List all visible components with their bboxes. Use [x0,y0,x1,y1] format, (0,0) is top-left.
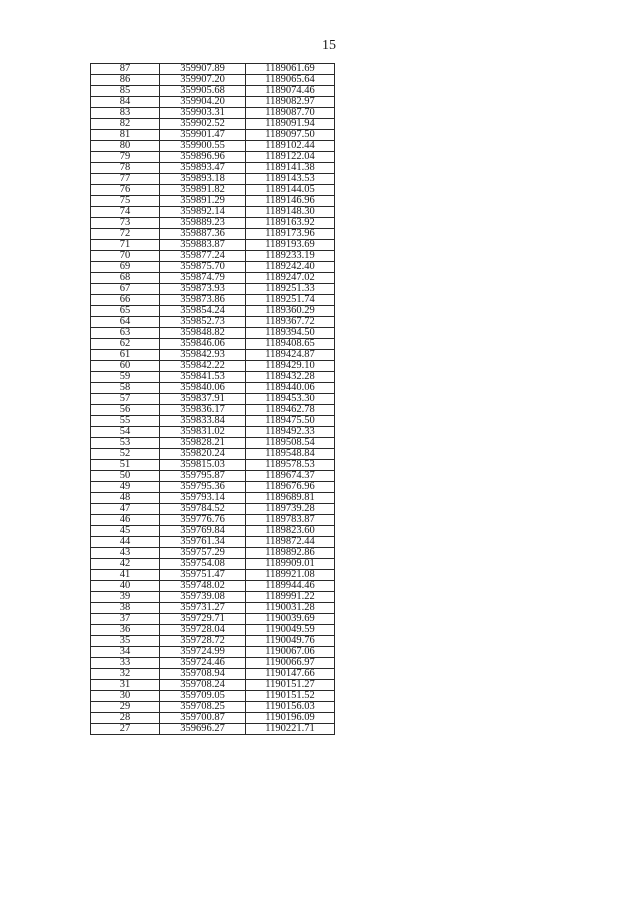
y-coordinate-cell: 1189508.54 [246,438,335,449]
x-coordinate-cell: 359795.87 [160,471,246,482]
y-coordinate-cell: 1189909.01 [246,559,335,570]
table-row [91,317,335,328]
x-coordinate-cell: 359739.08 [160,592,246,603]
point-number-cell: 87 [91,64,160,75]
table-row [91,383,335,394]
y-coordinate-cell: 1189408.65 [246,339,335,350]
x-coordinate-cell: 359729.71 [160,614,246,625]
table-row [91,295,335,306]
table-row [91,251,335,262]
y-coordinate-cell: 1190031.28 [246,603,335,614]
table-row [91,702,335,713]
point-number-cell: 66 [91,295,160,306]
point-number-cell: 64 [91,317,160,328]
table-row [91,240,335,251]
x-coordinate-cell: 359828.21 [160,438,246,449]
table-row [91,603,335,614]
point-number-cell: 35 [91,636,160,647]
table-row [91,130,335,141]
point-number-cell: 53 [91,438,160,449]
x-coordinate-cell: 359757.29 [160,548,246,559]
y-coordinate-cell: 1189144.05 [246,185,335,196]
point-number-cell: 61 [91,350,160,361]
point-number-cell: 67 [91,284,160,295]
table-row [91,141,335,152]
table-row [91,196,335,207]
table-row [91,548,335,559]
table-row [91,581,335,592]
table-row [91,636,335,647]
y-coordinate-cell: 1190151.52 [246,691,335,702]
y-coordinate-cell: 1189061.69 [246,64,335,75]
x-coordinate-cell: 359848.82 [160,328,246,339]
table-row [91,559,335,570]
x-coordinate-cell: 359896.96 [160,152,246,163]
table-row [91,482,335,493]
y-coordinate-cell: 1189143.53 [246,174,335,185]
point-number-cell: 81 [91,130,160,141]
point-number-cell: 41 [91,570,160,581]
x-coordinate-cell: 359724.99 [160,647,246,658]
point-number-cell: 47 [91,504,160,515]
x-coordinate-cell: 359795.36 [160,482,246,493]
x-coordinate-cell: 359748.02 [160,581,246,592]
table-row [91,218,335,229]
y-coordinate-cell: 1189097.50 [246,130,335,141]
x-coordinate-cell: 359854.24 [160,306,246,317]
y-coordinate-cell: 1189432.28 [246,372,335,383]
table-row [91,372,335,383]
table-row [91,163,335,174]
point-number-cell: 42 [91,559,160,570]
point-number-cell: 34 [91,647,160,658]
point-number-cell: 28 [91,713,160,724]
x-coordinate-cell: 359836.17 [160,405,246,416]
y-coordinate-cell: 1189193.69 [246,240,335,251]
table-row [91,394,335,405]
point-number-cell: 29 [91,702,160,713]
table-row [91,350,335,361]
y-coordinate-cell: 1190151.27 [246,680,335,691]
y-coordinate-cell: 1189424.87 [246,350,335,361]
y-coordinate-cell: 1189991.22 [246,592,335,603]
y-coordinate-cell: 1189082.97 [246,97,335,108]
y-coordinate-cell: 1189892.86 [246,548,335,559]
x-coordinate-cell: 359891.29 [160,196,246,207]
x-coordinate-cell: 359887.36 [160,229,246,240]
point-number-cell: 51 [91,460,160,471]
table-row [91,691,335,702]
x-coordinate-cell: 359873.86 [160,295,246,306]
y-coordinate-cell: 1190049.59 [246,625,335,636]
point-number-cell: 57 [91,394,160,405]
point-number-cell: 82 [91,119,160,130]
y-coordinate-cell: 1189251.33 [246,284,335,295]
table-row [91,592,335,603]
y-coordinate-cell: 1189394.50 [246,328,335,339]
y-coordinate-cell: 1189233.19 [246,251,335,262]
point-number-cell: 80 [91,141,160,152]
x-coordinate-cell: 359877.24 [160,251,246,262]
table-row [91,119,335,130]
page-number: 15 [322,38,336,53]
x-coordinate-cell: 359846.06 [160,339,246,350]
point-number-cell: 70 [91,251,160,262]
table-row [91,339,335,350]
point-number-cell: 58 [91,383,160,394]
table-row [91,229,335,240]
point-number-cell: 50 [91,471,160,482]
point-number-cell: 56 [91,405,160,416]
point-number-cell: 30 [91,691,160,702]
table-row [91,75,335,86]
x-coordinate-cell: 359901.47 [160,130,246,141]
point-number-cell: 85 [91,86,160,97]
point-number-cell: 45 [91,526,160,537]
y-coordinate-cell: 1189823.60 [246,526,335,537]
x-coordinate-cell: 359709.05 [160,691,246,702]
point-number-cell: 43 [91,548,160,559]
x-coordinate-cell: 359761.34 [160,537,246,548]
point-number-cell: 68 [91,273,160,284]
y-coordinate-cell: 1189360.29 [246,306,335,317]
point-number-cell: 77 [91,174,160,185]
point-number-cell: 74 [91,207,160,218]
x-coordinate-cell: 359893.47 [160,163,246,174]
y-coordinate-cell: 1189548.84 [246,449,335,460]
y-coordinate-cell: 1189251.74 [246,295,335,306]
y-coordinate-cell: 1189141.38 [246,163,335,174]
y-coordinate-cell: 1189462.78 [246,405,335,416]
point-number-cell: 38 [91,603,160,614]
x-coordinate-cell: 359728.04 [160,625,246,636]
y-coordinate-cell: 1190196.09 [246,713,335,724]
x-coordinate-cell: 359907.20 [160,75,246,86]
table-row [91,570,335,581]
point-number-cell: 60 [91,361,160,372]
point-number-cell: 55 [91,416,160,427]
x-coordinate-cell: 359700.87 [160,713,246,724]
y-coordinate-cell: 1190039.69 [246,614,335,625]
point-number-cell: 59 [91,372,160,383]
y-coordinate-cell: 1189676.96 [246,482,335,493]
x-coordinate-cell: 359708.25 [160,702,246,713]
y-coordinate-cell: 1189247.02 [246,273,335,284]
y-coordinate-cell: 1189102.44 [246,141,335,152]
point-number-cell: 76 [91,185,160,196]
point-number-cell: 83 [91,108,160,119]
x-coordinate-cell: 359841.53 [160,372,246,383]
y-coordinate-cell: 1189074.46 [246,86,335,97]
table-row [91,174,335,185]
point-number-cell: 40 [91,581,160,592]
x-coordinate-cell: 359751.47 [160,570,246,581]
y-coordinate-cell: 1190067.06 [246,647,335,658]
y-coordinate-cell: 1189921.08 [246,570,335,581]
y-coordinate-cell: 1189453.30 [246,394,335,405]
x-coordinate-cell: 359875.70 [160,262,246,273]
table-row [91,493,335,504]
x-coordinate-cell: 359769.84 [160,526,246,537]
x-coordinate-cell: 359793.14 [160,493,246,504]
y-coordinate-cell: 1189492.33 [246,427,335,438]
point-number-cell: 54 [91,427,160,438]
table-row [91,108,335,119]
x-coordinate-cell: 359893.18 [160,174,246,185]
x-coordinate-cell: 359840.06 [160,383,246,394]
x-coordinate-cell: 359831.02 [160,427,246,438]
x-coordinate-cell: 359754.08 [160,559,246,570]
coordinates-table-body [91,64,335,735]
point-number-cell: 31 [91,680,160,691]
point-number-cell: 32 [91,669,160,680]
point-number-cell: 33 [91,658,160,669]
table-row [91,460,335,471]
x-coordinate-cell: 359815.03 [160,460,246,471]
x-coordinate-cell: 359842.93 [160,350,246,361]
table-row [91,658,335,669]
table-row [91,526,335,537]
coordinates-table [90,63,335,735]
point-number-cell: 84 [91,97,160,108]
table-row [91,328,335,339]
x-coordinate-cell: 359900.55 [160,141,246,152]
x-coordinate-cell: 359907.89 [160,64,246,75]
y-coordinate-cell: 1190066.97 [246,658,335,669]
y-coordinate-cell: 1189578.53 [246,460,335,471]
table-row [91,471,335,482]
point-number-cell: 79 [91,152,160,163]
table-row [91,427,335,438]
table-row [91,614,335,625]
y-coordinate-cell: 1189739.28 [246,504,335,515]
x-coordinate-cell: 359696.27 [160,724,246,735]
x-coordinate-cell: 359873.93 [160,284,246,295]
point-number-cell: 27 [91,724,160,735]
y-coordinate-cell: 1189148.30 [246,207,335,218]
table-row [91,152,335,163]
x-coordinate-cell: 359833.84 [160,416,246,427]
x-coordinate-cell: 359874.79 [160,273,246,284]
y-coordinate-cell: 1190049.76 [246,636,335,647]
table-row [91,647,335,658]
y-coordinate-cell: 1189163.92 [246,218,335,229]
x-coordinate-cell: 359889.23 [160,218,246,229]
table-row [91,438,335,449]
x-coordinate-cell: 359728.72 [160,636,246,647]
y-coordinate-cell: 1189674.37 [246,471,335,482]
point-number-cell: 78 [91,163,160,174]
y-coordinate-cell: 1189242.40 [246,262,335,273]
y-coordinate-cell: 1189440.06 [246,383,335,394]
x-coordinate-cell: 359842.22 [160,361,246,372]
y-coordinate-cell: 1189087.70 [246,108,335,119]
table-row [91,405,335,416]
y-coordinate-cell: 1189783.87 [246,515,335,526]
point-number-cell: 52 [91,449,160,460]
table-row [91,724,335,735]
point-number-cell: 49 [91,482,160,493]
x-coordinate-cell: 359731.27 [160,603,246,614]
x-coordinate-cell: 359820.24 [160,449,246,460]
x-coordinate-cell: 359724.46 [160,658,246,669]
y-coordinate-cell: 1189065.64 [246,75,335,86]
point-number-cell: 86 [91,75,160,86]
table-row [91,537,335,548]
point-number-cell: 44 [91,537,160,548]
x-coordinate-cell: 359904.20 [160,97,246,108]
y-coordinate-cell: 1189091.94 [246,119,335,130]
point-number-cell: 75 [91,196,160,207]
table-row [91,97,335,108]
point-number-cell: 72 [91,229,160,240]
table-row [91,416,335,427]
table-row [91,262,335,273]
y-coordinate-cell: 1190147.66 [246,669,335,680]
x-coordinate-cell: 359905.68 [160,86,246,97]
y-coordinate-cell: 1190156.03 [246,702,335,713]
table-row [91,284,335,295]
point-number-cell: 73 [91,218,160,229]
y-coordinate-cell: 1189429.10 [246,361,335,372]
table-row [91,504,335,515]
y-coordinate-cell: 1189872.44 [246,537,335,548]
table-row [91,625,335,636]
x-coordinate-cell: 359902.52 [160,119,246,130]
point-number-cell: 63 [91,328,160,339]
table-row [91,669,335,680]
x-coordinate-cell: 359903.31 [160,108,246,119]
table-row [91,449,335,460]
table-row [91,515,335,526]
x-coordinate-cell: 359837.91 [160,394,246,405]
point-number-cell: 71 [91,240,160,251]
table-row [91,86,335,97]
table-row [91,361,335,372]
point-number-cell: 37 [91,614,160,625]
y-coordinate-cell: 1189944.46 [246,581,335,592]
point-number-cell: 39 [91,592,160,603]
table-row [91,273,335,284]
x-coordinate-cell: 359708.94 [160,669,246,680]
y-coordinate-cell: 1189146.96 [246,196,335,207]
y-coordinate-cell: 1190221.71 [246,724,335,735]
point-number-cell: 48 [91,493,160,504]
table-row [91,713,335,724]
table-row [91,680,335,691]
point-number-cell: 36 [91,625,160,636]
y-coordinate-cell: 1189122.04 [246,152,335,163]
table-row [91,185,335,196]
y-coordinate-cell: 1189475.50 [246,416,335,427]
table-row [91,306,335,317]
table-row [91,207,335,218]
y-coordinate-cell: 1189689.81 [246,493,335,504]
table-row [91,64,335,75]
x-coordinate-cell: 359891.82 [160,185,246,196]
point-number-cell: 69 [91,262,160,273]
y-coordinate-cell: 1189173.96 [246,229,335,240]
x-coordinate-cell: 359708.24 [160,680,246,691]
point-number-cell: 46 [91,515,160,526]
x-coordinate-cell: 359852.73 [160,317,246,328]
point-number-cell: 62 [91,339,160,350]
x-coordinate-cell: 359776.76 [160,515,246,526]
x-coordinate-cell: 359892.14 [160,207,246,218]
point-number-cell: 65 [91,306,160,317]
x-coordinate-cell: 359784.52 [160,504,246,515]
y-coordinate-cell: 1189367.72 [246,317,335,328]
x-coordinate-cell: 359883.87 [160,240,246,251]
